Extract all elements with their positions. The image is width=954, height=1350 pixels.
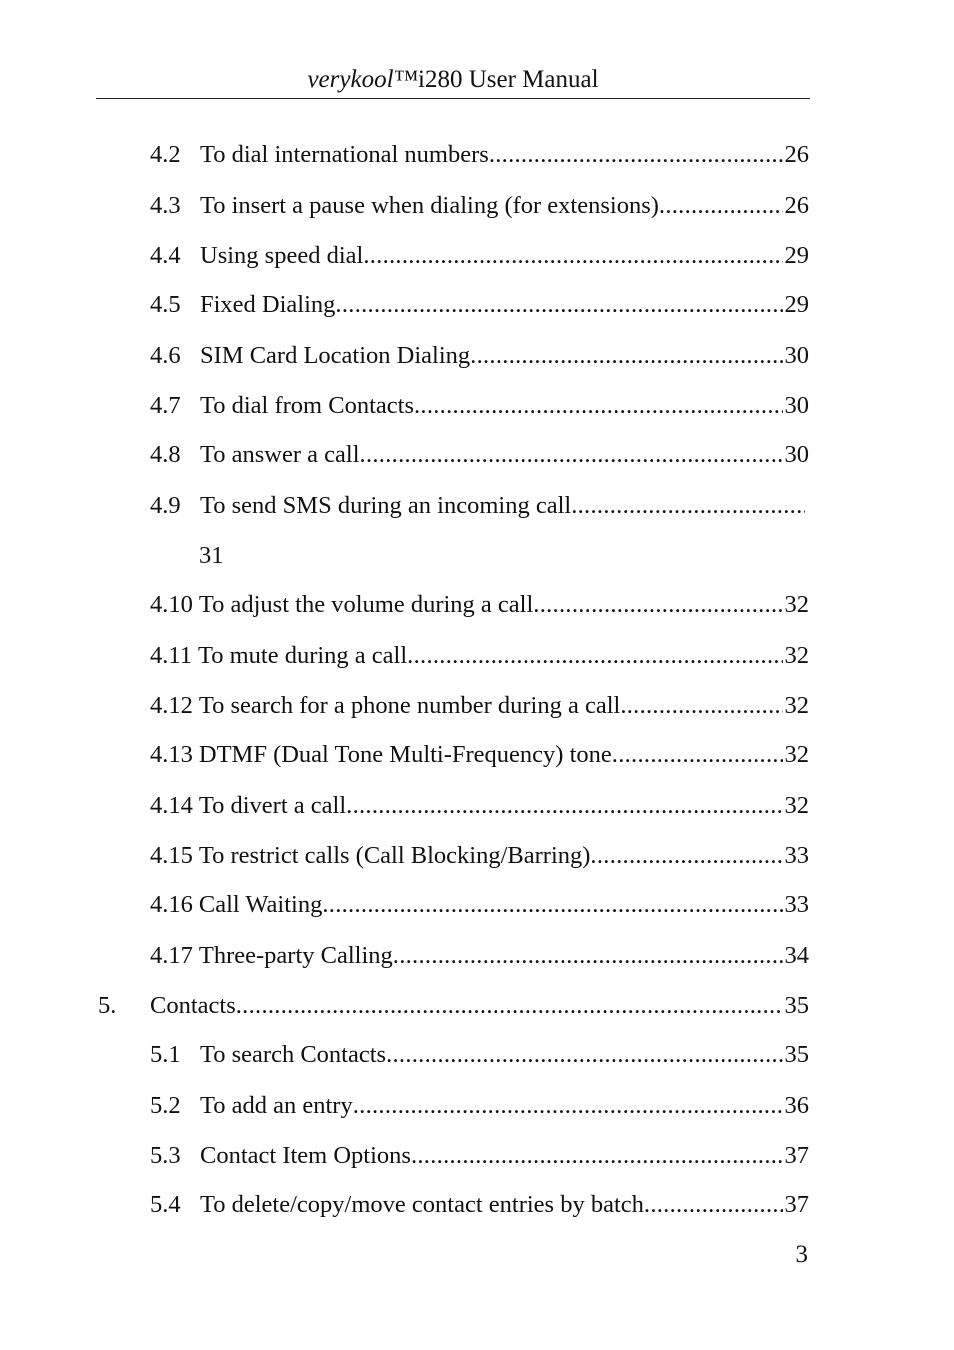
- toc-title: To search for a phone number during a call: [198, 692, 621, 719]
- toc-entry[interactable]: [150, 888, 809, 922]
- toc-title: To answer a call: [200, 441, 360, 468]
- toc-title: To dial from Contacts: [200, 392, 414, 419]
- toc-title: To add an entry: [200, 1092, 353, 1119]
- toc-leader: [659, 189, 783, 223]
- toc-entry[interactable]: [150, 839, 809, 873]
- toc-leader: [236, 989, 783, 1023]
- toc-title: Contact Item Options: [200, 1142, 411, 1169]
- toc-page: 26: [784, 141, 809, 168]
- toc-entry[interactable]: [150, 689, 809, 723]
- toc-page: 26: [784, 192, 809, 219]
- toc-page: 37: [784, 1191, 809, 1218]
- toc-page: 29: [784, 291, 809, 318]
- toc-number: 4.7: [150, 392, 181, 419]
- toc-leader: [411, 1139, 783, 1173]
- toc-leader: [353, 1089, 783, 1123]
- toc-leader: [407, 639, 782, 673]
- toc-leader: [346, 789, 782, 823]
- toc-title: To adjust the volume during a call: [198, 591, 534, 618]
- toc-entry[interactable]: [150, 389, 809, 423]
- toc-entry[interactable]: [150, 339, 809, 373]
- toc-leader: [533, 588, 782, 622]
- toc-leader: [414, 389, 783, 423]
- toc-page: 30: [784, 441, 809, 468]
- toc-entry[interactable]: [150, 138, 809, 172]
- toc-page: 33: [784, 842, 809, 869]
- toc-number: 4.12: [150, 692, 193, 719]
- toc-page: 30: [784, 392, 809, 419]
- toc-entry[interactable]: [150, 639, 809, 673]
- toc-leader: [571, 489, 805, 523]
- toc-title: To send SMS during an incoming call: [200, 492, 572, 519]
- toc-leader: [590, 839, 782, 873]
- toc-title: SIM Card Location Dialing: [200, 342, 471, 369]
- toc-title: Three-party Calling: [198, 942, 393, 969]
- toc-entry[interactable]: [150, 939, 809, 973]
- toc-entry-wrapped[interactable]: [150, 489, 809, 523]
- toc-title: To restrict calls (Call Blocking/Barring): [198, 842, 591, 869]
- toc-title: Call Waiting: [198, 891, 323, 918]
- toc-page: 36: [784, 1092, 809, 1119]
- toc-entry[interactable]: [150, 1089, 809, 1123]
- toc-number: 4.9: [150, 492, 181, 519]
- toc-entry[interactable]: [150, 1188, 809, 1222]
- toc-number: 4.4: [150, 242, 181, 269]
- toc-page[interactable]: 31: [199, 542, 224, 569]
- toc-title: Using speed dial: [200, 242, 364, 269]
- toc-number: 5.2: [150, 1092, 181, 1119]
- toc-page: 32: [784, 692, 809, 719]
- toc-page: 33: [784, 891, 809, 918]
- toc-number: 5.3: [150, 1142, 181, 1169]
- toc-page: 37: [784, 1142, 809, 1169]
- toc-title: To divert a call: [198, 792, 347, 819]
- manual-title: i280 User Manual: [418, 66, 599, 93]
- toc-page: 32: [784, 591, 809, 618]
- toc-entry[interactable]: [150, 738, 809, 772]
- toc-number: 4.16: [150, 891, 193, 918]
- toc-number: 5.: [98, 992, 117, 1019]
- toc-leader: [620, 689, 782, 723]
- toc-entry[interactable]: [150, 1139, 809, 1173]
- toc-title: To mute during a call: [197, 642, 408, 669]
- toc-leader: [489, 138, 783, 172]
- toc-entry[interactable]: [150, 438, 809, 472]
- toc-number: 4.8: [150, 441, 181, 468]
- toc-number: 4.13: [150, 741, 193, 768]
- toc-title: Fixed Dialing: [200, 291, 336, 318]
- toc-title: To dial international numbers: [200, 141, 489, 168]
- toc-number: 4.10: [150, 591, 193, 618]
- toc-entry[interactable]: [150, 789, 809, 823]
- toc-title: To search Contacts: [200, 1041, 387, 1068]
- toc-title: To delete/copy/move contact entries by batch: [200, 1191, 644, 1218]
- toc-number: 4.14: [150, 792, 193, 819]
- toc-leader: [335, 288, 782, 322]
- toc-leader: [612, 738, 783, 772]
- toc-leader: [322, 888, 782, 922]
- toc-leader: [360, 438, 783, 472]
- brand-name: verykool™: [307, 66, 419, 93]
- toc-page: 29: [784, 242, 809, 269]
- toc-number: 4.15: [150, 842, 193, 869]
- toc-number: 4.11: [150, 642, 192, 669]
- toc-entry[interactable]: [150, 189, 809, 223]
- toc-title: Contacts: [150, 992, 236, 1019]
- toc-page: 35: [784, 1041, 809, 1068]
- toc-number: 4.2: [150, 141, 181, 168]
- toc-number: 4.6: [150, 342, 181, 369]
- toc-chapter-entry[interactable]: [98, 989, 809, 1023]
- toc-number: 5.4: [150, 1191, 181, 1218]
- toc-leader: [470, 339, 782, 373]
- toc-page: 35: [784, 992, 809, 1019]
- toc-number: 4.3: [150, 192, 181, 219]
- toc-title: To insert a pause when dialing (for extensions): [200, 192, 659, 219]
- toc-page: 30: [784, 342, 809, 369]
- toc-page: 32: [784, 642, 809, 669]
- page-number: 3: [795, 1241, 808, 1268]
- toc-title: DTMF (Dual Tone Multi-Frequency) tone: [198, 741, 612, 768]
- toc-leader: [363, 239, 782, 273]
- toc-page: 32: [784, 741, 809, 768]
- toc-page: 34: [784, 942, 809, 969]
- toc-leader: [393, 939, 783, 973]
- toc-entry[interactable]: [150, 239, 809, 273]
- toc-entry[interactable]: [150, 588, 809, 622]
- toc-entry[interactable]: [150, 288, 809, 322]
- toc-leader: [644, 1188, 783, 1222]
- toc-entry[interactable]: [150, 1038, 809, 1072]
- toc-page: 32: [784, 792, 809, 819]
- toc-leader: [386, 1038, 782, 1072]
- toc-number: 5.1: [150, 1041, 181, 1068]
- toc-number: 4.17: [150, 942, 193, 969]
- toc-number: 4.5: [150, 291, 181, 318]
